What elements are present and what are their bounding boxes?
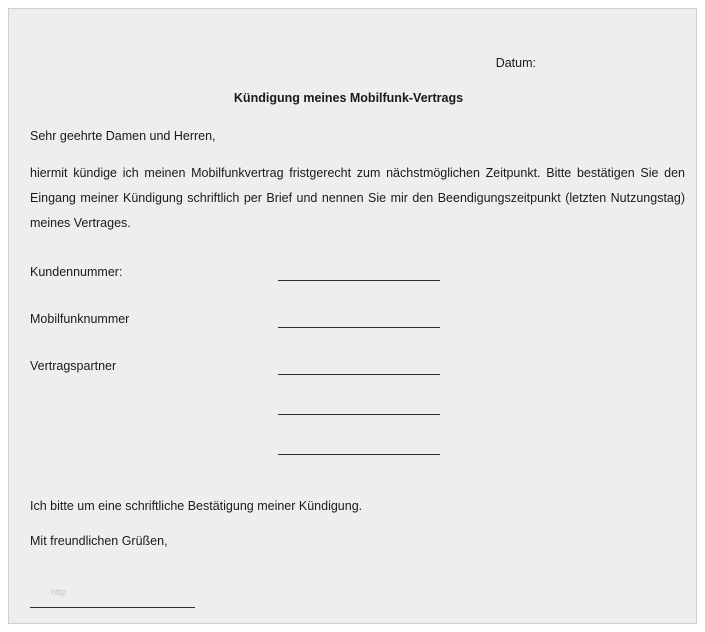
body-paragraph: hiermit kündige ich meinen Mobilfunkvertrag fristgerecht zum nächstmöglichen Zeitpunkt. Bitte bestätigen Sie den Eingang meiner Kündigung schriftlich per Brief und nennen Sie mir den Beendigungszeitpunkt (letzten Nutzungstag) meines Vertrages. <box>30 166 685 230</box>
letter-sheet <box>8 8 697 624</box>
field-input-kundennummer[interactable] <box>278 280 440 281</box>
date-label: Datum: <box>495 56 536 70</box>
signature-line[interactable] <box>30 607 195 608</box>
field-label-vertragspartner: Vertragspartner <box>30 359 117 373</box>
field-input-blank-2[interactable] <box>278 454 440 455</box>
field-input-mobilfunknummer[interactable] <box>278 327 440 328</box>
field-label-mobilfunknummer: Mobilfunknummer <box>30 312 130 326</box>
letter-content <box>21 9 685 623</box>
closing-greeting-text: Mit freundlichen Grüßen, <box>30 534 168 548</box>
field-input-blank-1[interactable] <box>278 414 440 415</box>
field-label-kundennummer: Kundennummer: <box>30 265 123 279</box>
page-title: Kündigung meines Mobilfunk-Vertrags <box>233 91 464 105</box>
salutation-text: Sehr geehrte Damen und Herren, <box>30 129 216 143</box>
closing-request-text: Ich bitte um eine schriftliche Bestätigung meiner Kündigung. <box>30 499 363 513</box>
faint-watermark-text: http <box>51 587 67 597</box>
field-input-vertragspartner[interactable] <box>278 374 440 375</box>
